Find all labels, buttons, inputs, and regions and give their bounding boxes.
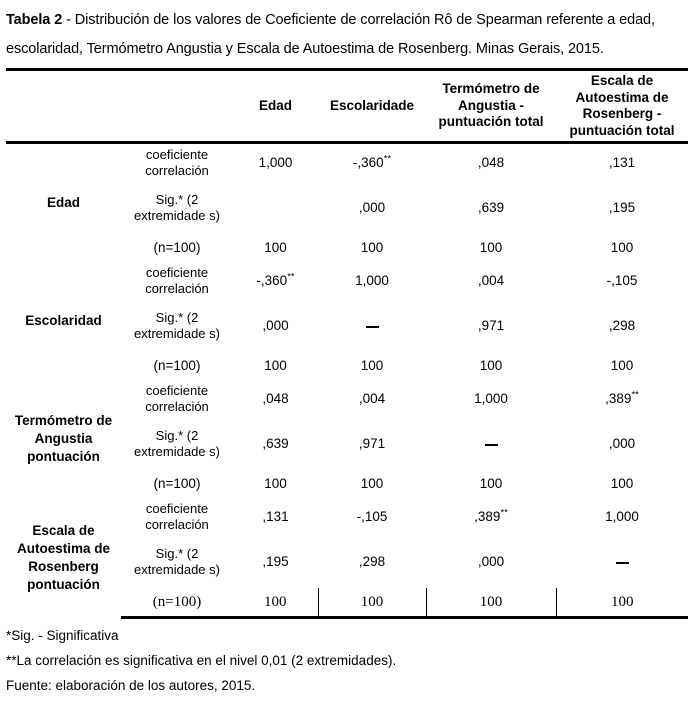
- stat-label-coef: coeficiente correlación: [145, 265, 209, 296]
- table-caption: [6, 0, 688, 64]
- stat-label-n: (n=100): [153, 358, 201, 373]
- cell-value: ,195: [262, 554, 289, 569]
- cell-value: ,298: [608, 318, 636, 333]
- cell-value: ,639: [262, 436, 289, 451]
- footnote-correlation: **La correlación es significativa en el nivel 0,01 (2 extremidades).: [6, 653, 397, 668]
- row-header-escolaridad: Escolaridad: [25, 313, 102, 328]
- cell-value: 100: [233, 588, 318, 618]
- table-header-row: [6, 70, 688, 143]
- column-header-escolaridade: Escolaridade: [318, 70, 426, 143]
- column-header-rowlabel: [6, 70, 121, 143]
- cell-value: ,004: [358, 391, 386, 406]
- cell-value: 1,000: [605, 509, 639, 524]
- cell-value: -,105: [356, 509, 388, 524]
- cell-value: 100: [318, 588, 426, 618]
- table-row: [6, 143, 688, 183]
- empty-value-dash: [616, 562, 629, 564]
- stat-label-coef: coeficiente correlación: [145, 501, 209, 532]
- cell-value: 100: [360, 240, 384, 255]
- stat-label-sig: Sig.* (2 extremidade s): [134, 192, 220, 223]
- cell-value: 100: [610, 240, 634, 255]
- cell-value: ,389**: [474, 507, 508, 524]
- cell-value: 100: [264, 240, 287, 255]
- table-row: [6, 262, 688, 300]
- table-row: [6, 380, 688, 418]
- cell-value: ,000: [358, 200, 386, 215]
- cell-value: 1,000: [258, 155, 293, 170]
- table-caption-text: - Distribución de los valores de Coeficiente de correlación Rô de Spearman referente a edad, escolaridad, Termómetro Angustia y Escala de Autoestima de Rosenberg. Minas Gerais, 2015.: [6, 12, 655, 57]
- cell-value: 1,000: [355, 273, 389, 288]
- table-head: [6, 70, 688, 143]
- stat-label-coef: coeficiente correlación: [145, 147, 209, 178]
- footnote-sig: *Sig. - Significativa: [6, 628, 119, 643]
- stat-label-sig: Sig.* (2 extremidade s): [134, 428, 220, 459]
- cell-value: 100: [360, 476, 384, 491]
- cell-value: ,048: [262, 391, 289, 406]
- cell-value: 100: [479, 476, 503, 491]
- table-caption-label: Tabela 2: [6, 12, 63, 28]
- cell-value: [233, 182, 318, 234]
- stat-label-coef: coeficiente correlación: [145, 383, 209, 414]
- cell-value: 100: [556, 588, 688, 618]
- cell-value: 100: [610, 358, 634, 373]
- row-header-edad: Edad: [46, 195, 80, 210]
- stat-label-n: (n=100): [121, 588, 233, 618]
- cell-value: ,389**: [605, 389, 639, 406]
- cell-value: ,004: [477, 273, 505, 288]
- table-row: [6, 498, 688, 536]
- cell-value: 100: [479, 240, 503, 255]
- significance-marker: **: [383, 153, 392, 165]
- cell-value: 100: [360, 358, 384, 373]
- footnote-source: Fuente: elaboración de los autores, 2015.: [6, 678, 256, 693]
- empty-value-dash: [485, 444, 498, 446]
- cell-value: [318, 300, 426, 352]
- column-header-edad: Edad: [233, 70, 318, 143]
- cell-value: 100: [479, 358, 503, 373]
- stat-label-sig: Sig.* (2 extremidade s): [134, 546, 220, 577]
- row-header-rosenberg: Escala de Autoestima de Rosenberg pontuación: [16, 522, 111, 592]
- cell-value: ,195: [608, 200, 636, 215]
- cell-value: ,000: [608, 436, 636, 451]
- significance-marker: **: [500, 507, 508, 519]
- correlation-table: [6, 68, 688, 619]
- table-footnotes: [6, 619, 688, 698]
- cell-value: -,360**: [256, 271, 295, 288]
- empty-value-dash: [366, 326, 379, 328]
- cell-value: ,048: [477, 155, 505, 170]
- significance-marker: **: [287, 271, 295, 283]
- cell-value: ,298: [358, 554, 386, 569]
- significance-marker: **: [631, 389, 639, 401]
- stat-label-sig: Sig.* (2 extremidade s): [134, 310, 220, 341]
- cell-value: 100: [426, 588, 556, 618]
- cell-value: ,000: [477, 554, 505, 569]
- cell-value: ,131: [608, 155, 636, 170]
- stat-label-n: (n=100): [153, 240, 201, 255]
- cell-value: ,000: [262, 318, 289, 333]
- row-header-termometro: Termómetro de Angustia pontuación: [14, 413, 113, 464]
- column-header-statlabel: [121, 70, 233, 143]
- cell-value: 1,000: [474, 391, 508, 406]
- table-body: [6, 143, 688, 618]
- cell-value: ,971: [477, 318, 505, 333]
- cell-value: 100: [264, 476, 287, 491]
- cell-value: 100: [264, 358, 287, 373]
- cell-value: [426, 418, 556, 470]
- cell-value: ,971: [358, 436, 386, 451]
- column-header-termometro: Termómetro de Angustia - puntuación total: [426, 70, 556, 143]
- cell-value: ,131: [262, 509, 289, 524]
- cell-value: ,639: [477, 200, 505, 215]
- column-header-rosenberg: Escala de Autoestima de Rosenberg - puntuación total: [556, 70, 688, 143]
- cell-value: [556, 536, 688, 588]
- cell-value: -,360**: [352, 153, 392, 170]
- cell-value: -,105: [606, 273, 638, 288]
- stat-label-n: (n=100): [153, 476, 201, 491]
- cell-value: 100: [610, 476, 634, 491]
